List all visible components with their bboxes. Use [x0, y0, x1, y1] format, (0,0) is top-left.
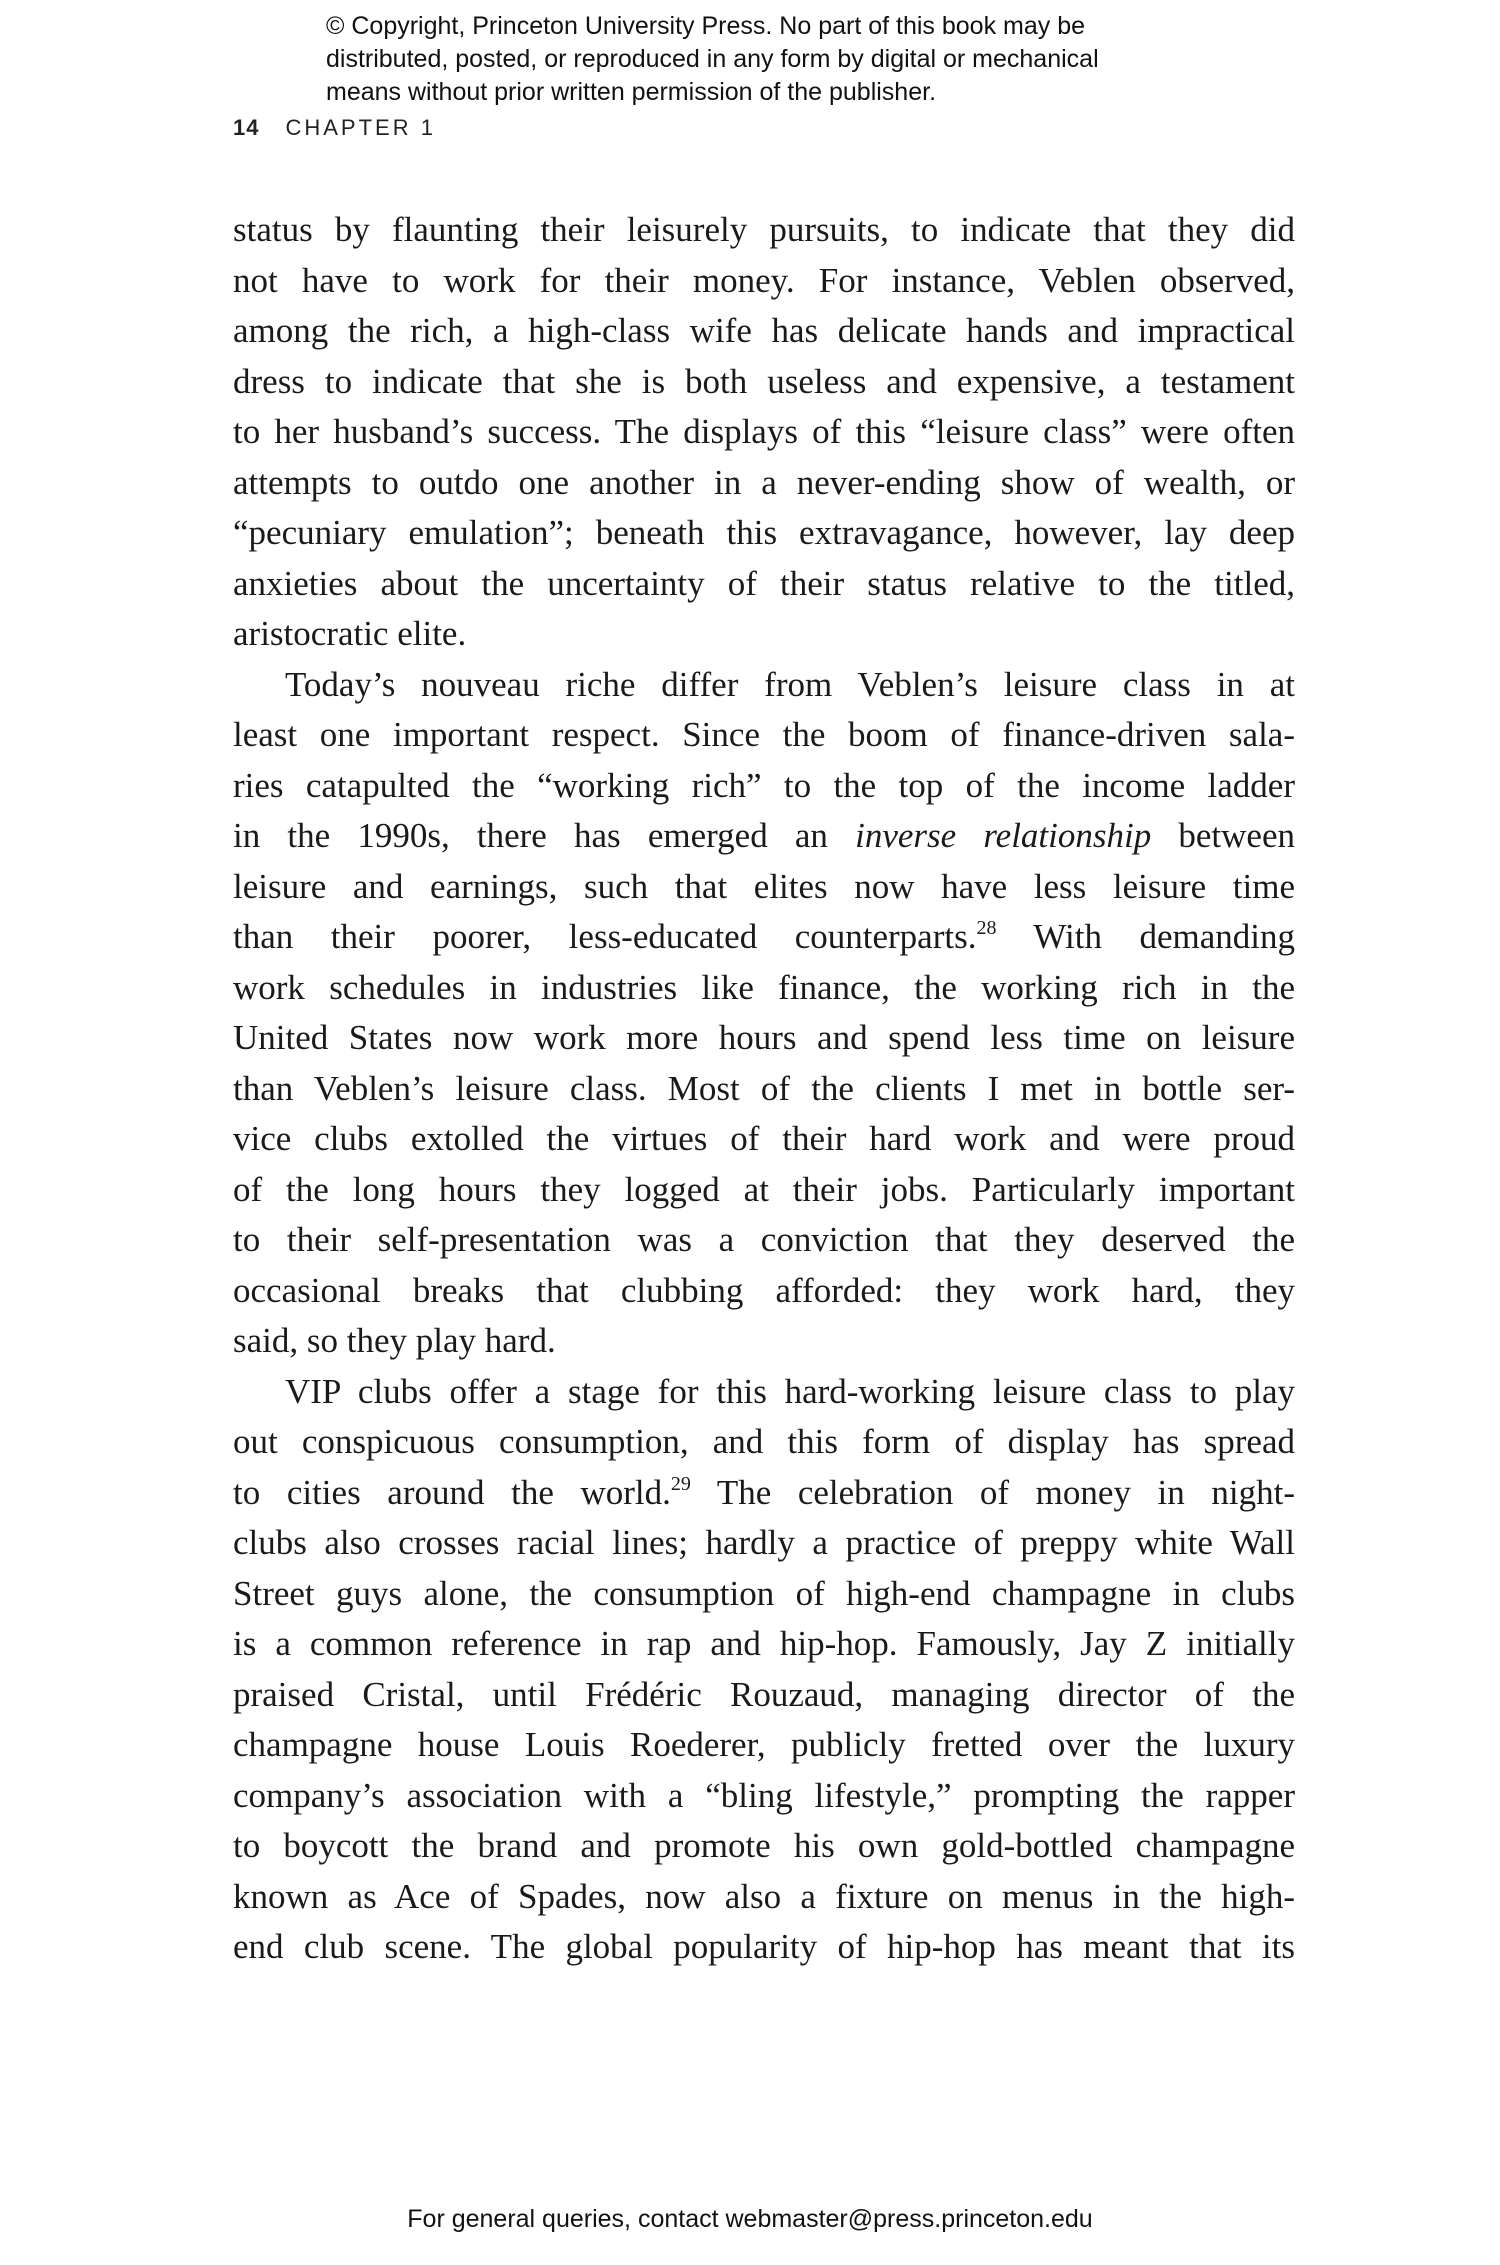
text-line: said, so they play hard.: [233, 1321, 556, 1360]
footnote-ref[interactable]: 28: [976, 917, 997, 939]
paragraph-first-line: VIP clubs offer a stage for this hard-working leisure class to play: [285, 1371, 1295, 1411]
text-span: in the 1990s, there has emerged an: [233, 816, 856, 855]
text-line: of the long hours they logged at their jobs. Particularly important: [233, 1169, 1295, 1209]
text-line: [233, 912, 1295, 963]
text-line: known as Ace of Spades, now also a fixture on menus in the high-: [233, 1876, 1295, 1916]
text-line: out conspicuous consumption, and this form of display has spread: [233, 1422, 1295, 1461]
text-line: ries catapulted the “working rich” to the top of the income ladder: [233, 765, 1295, 805]
text-line: not have to work for their money. For instance, Veblen observed,: [233, 260, 1295, 300]
text-line: status by flaunting their leisurely pursuits, to indicate that they did: [233, 210, 1295, 249]
text-line: company’s association with a “bling lifestyle,” prompting the rapper: [233, 1775, 1295, 1815]
text-line: clubs also crosses racial lines; hardly a practice of preppy white Wall: [233, 1523, 1295, 1562]
text-line: “pecuniary emulation”; beneath this extravagance, however, lay deep: [233, 513, 1295, 552]
text-line: occasional breaks that clubbing afforded: they work hard, they: [233, 1270, 1295, 1310]
paragraph-first-line: Today’s nouveau riche differ from Veblen’s leisure class in at: [285, 664, 1295, 704]
running-head: [233, 115, 436, 141]
text-line: vice clubs extolled the virtues of their hard work and were proud: [233, 1119, 1295, 1158]
text-line: least one important respect. Since the boom of finance-driven sala-: [233, 715, 1295, 754]
text-line: [233, 811, 1295, 862]
text-line: [233, 1468, 1295, 1519]
text-line: attempts to outdo one another in a never-ending show of wealth, or: [233, 462, 1295, 502]
text-span: to cities around the world.: [233, 1472, 671, 1512]
text-line: end club scene. The global popularity of hip-hop has meant that its: [233, 1927, 1295, 1966]
page-number: 14: [233, 115, 260, 140]
text-line: praised Cristal, until Frédéric Rouzaud, managing director of the: [233, 1674, 1295, 1714]
text-span: With demanding: [996, 917, 1295, 956]
footnote-ref[interactable]: 29: [670, 1472, 691, 1495]
text-span: between: [1151, 816, 1295, 855]
text-line: aristocratic elite.: [233, 614, 467, 653]
text-span: The celebration of money in night-: [690, 1472, 1295, 1512]
text-span: than their poorer, less-educated counterparts.: [233, 917, 977, 956]
text-line: anxieties about the uncertainty of their status relative to the titled,: [233, 563, 1295, 603]
text-line: dress to indicate that she is both useless and expensive, a testament: [233, 361, 1295, 401]
text-line: leisure and earnings, such that elites now have less leisure time: [233, 866, 1295, 906]
text-line: to their self-presentation was a conviction that they deserved the: [233, 1220, 1295, 1259]
chapter-label: CHAPTER 1: [285, 115, 436, 140]
text-line: among the rich, a high-class wife has delicate hands and impractical: [233, 311, 1295, 350]
text-line: is a common reference in rap and hip-hop. Famously, Jay Z initially: [233, 1624, 1295, 1663]
text-line: work schedules in industries like finance, the working rich in the: [233, 967, 1295, 1007]
copyright-line: means without prior written permission of the publisher.: [326, 78, 937, 106]
copyright-notice: [326, 10, 1226, 109]
text-line: Street guys alone, the consumption of high-end champagne in clubs: [233, 1573, 1295, 1613]
text-line: champagne house Louis Roederer, publicly fretted over the luxury: [233, 1725, 1295, 1764]
emphasis-text: inverse relationship: [855, 816, 1152, 855]
copyright-line: © Copyright, Princeton University Press. No part of this book may be: [326, 12, 1086, 40]
text-line: to boycott the brand and promote his own gold-bottled champagne: [233, 1826, 1295, 1865]
copyright-line: distributed, posted, or reproduced in any form by digital or mechanical: [326, 45, 1099, 73]
footer-contact: For general queries, contact webmaster@press.princeton.edu: [407, 2205, 1093, 2233]
text-line: than Veblen’s leisure class. Most of the clients I met in bottle ser-: [233, 1068, 1295, 1108]
text-line: United States now work more hours and spend less time on leisure: [233, 1018, 1295, 1057]
body-text: [233, 205, 1295, 1973]
text-line: to her husband’s success. The displays of this “leisure class” were often: [233, 412, 1295, 451]
